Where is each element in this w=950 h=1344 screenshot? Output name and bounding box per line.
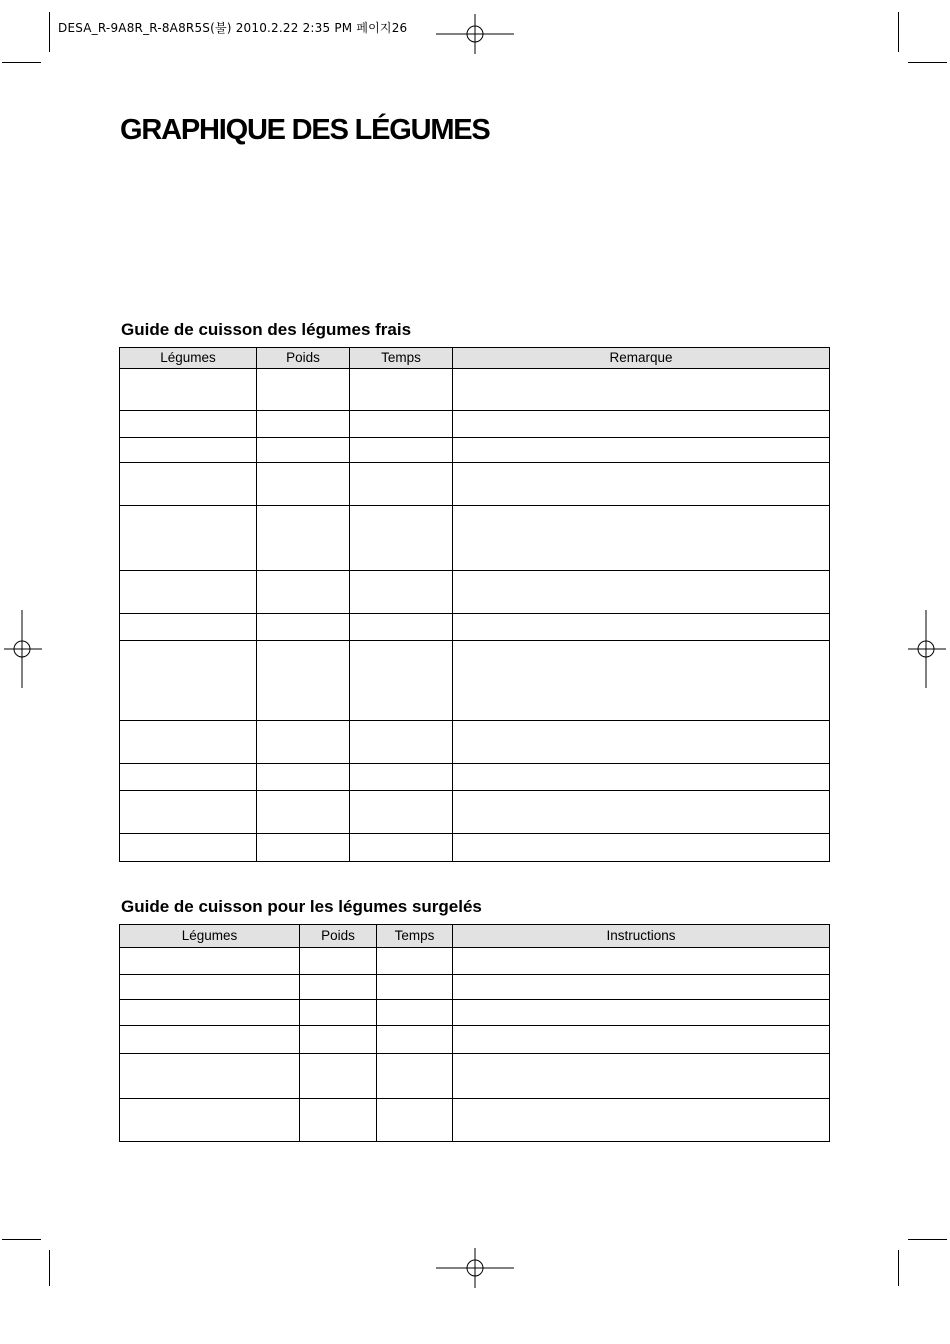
column-header-instructions: Instructions	[453, 925, 830, 948]
cell-time	[350, 791, 453, 834]
table-row	[120, 506, 830, 571]
page-title: GRAPHIQUE DES LÉGUMES	[120, 114, 490, 146]
cell-time	[350, 463, 453, 506]
table-row	[120, 1099, 830, 1142]
cell-vegetable	[120, 1000, 300, 1026]
registration-mark-bottom	[436, 1248, 514, 1288]
cell-instructions	[453, 1026, 830, 1054]
registration-mark-right	[908, 610, 946, 688]
cell-remark	[453, 764, 830, 791]
cell-vegetable	[120, 975, 300, 1000]
column-header-weight: Poids	[257, 348, 350, 369]
cell-instructions	[453, 975, 830, 1000]
cell-weight	[257, 764, 350, 791]
cell-time	[350, 641, 453, 721]
cell-weight	[257, 369, 350, 411]
cell-remark	[453, 463, 830, 506]
frozen-section-title: Guide de cuisson pour les légumes surgelés	[121, 897, 482, 916]
cell-weight	[257, 438, 350, 463]
cell-vegetable	[120, 463, 257, 506]
cell-remark	[453, 571, 830, 614]
cell-time	[350, 834, 453, 862]
cell-vegetable	[120, 764, 257, 791]
table-row	[120, 791, 830, 834]
cell-weight	[257, 641, 350, 721]
cell-time	[350, 721, 453, 764]
cell-vegetable	[120, 948, 300, 975]
column-header-vegetables: Légumes	[120, 348, 257, 369]
table-row	[120, 438, 830, 463]
cell-weight	[257, 791, 350, 834]
cell-vegetable	[120, 571, 257, 614]
cell-vegetable	[120, 1054, 300, 1099]
table-row	[120, 1000, 830, 1026]
table-header-row	[120, 925, 830, 948]
column-header-weight: Poids	[300, 925, 377, 948]
cell-remark	[453, 411, 830, 438]
cell-weight	[300, 1026, 377, 1054]
cell-instructions	[453, 1000, 830, 1026]
cell-weight	[300, 1054, 377, 1099]
cell-vegetable	[120, 438, 257, 463]
table-row	[120, 834, 830, 862]
cell-time	[377, 948, 453, 975]
column-header-remark: Remarque	[453, 348, 830, 369]
column-header-time: Temps	[350, 348, 453, 369]
table-row	[120, 948, 830, 975]
cell-remark	[453, 438, 830, 463]
fresh-section-title: Guide de cuisson des légumes frais	[121, 320, 412, 339]
print-header: DESA_R-9A8R_R-8A8R5S(불) 2010.2.22 2:35 PM 페이지26	[58, 21, 408, 35]
cell-instructions	[453, 1099, 830, 1142]
table-row	[120, 463, 830, 506]
cell-vegetable	[120, 721, 257, 764]
cell-vegetable	[120, 369, 257, 411]
table-row	[120, 764, 830, 791]
table-row	[120, 975, 830, 1000]
table-row	[120, 1026, 830, 1054]
fresh-vegetables-table	[119, 347, 830, 862]
cell-time	[350, 411, 453, 438]
cell-time	[377, 1054, 453, 1099]
table-header-row	[120, 348, 830, 369]
cell-time	[350, 369, 453, 411]
cell-weight	[300, 948, 377, 975]
cell-instructions	[453, 1054, 830, 1099]
cell-vegetable	[120, 614, 257, 641]
cell-time	[350, 438, 453, 463]
cell-weight	[300, 975, 377, 1000]
table-row	[120, 411, 830, 438]
cell-remark	[453, 834, 830, 862]
cell-weight	[257, 463, 350, 506]
cell-instructions	[453, 948, 830, 975]
cell-vegetable	[120, 641, 257, 721]
cell-remark	[453, 791, 830, 834]
cell-time	[350, 506, 453, 571]
cell-remark	[453, 641, 830, 721]
cell-vegetable	[120, 506, 257, 571]
cell-weight	[257, 411, 350, 438]
cell-vegetable	[120, 1099, 300, 1142]
cell-time	[350, 571, 453, 614]
frozen-vegetables-table	[119, 924, 830, 1142]
cell-weight	[300, 1099, 377, 1142]
cell-time	[350, 764, 453, 791]
cell-weight	[257, 571, 350, 614]
registration-mark-top	[436, 14, 514, 54]
cell-remark	[453, 614, 830, 641]
table-row	[120, 1054, 830, 1099]
cell-weight	[257, 721, 350, 764]
cell-time	[377, 1099, 453, 1142]
table-row	[120, 571, 830, 614]
table-row	[120, 614, 830, 641]
table-row	[120, 369, 830, 411]
column-header-vegetables: Légumes	[120, 925, 300, 948]
cell-weight	[300, 1000, 377, 1026]
cell-weight	[257, 834, 350, 862]
cell-remark	[453, 721, 830, 764]
cell-time	[377, 1026, 453, 1054]
cell-time	[350, 614, 453, 641]
cell-weight	[257, 506, 350, 571]
cell-vegetable	[120, 1026, 300, 1054]
table-row	[120, 641, 830, 721]
cell-remark	[453, 369, 830, 411]
cell-vegetable	[120, 834, 257, 862]
cell-vegetable	[120, 791, 257, 834]
registration-mark-left	[4, 610, 42, 688]
cell-vegetable	[120, 411, 257, 438]
cell-remark	[453, 506, 830, 571]
cell-time	[377, 975, 453, 1000]
cell-weight	[257, 614, 350, 641]
cell-time	[377, 1000, 453, 1026]
column-header-time: Temps	[377, 925, 453, 948]
table-row	[120, 721, 830, 764]
